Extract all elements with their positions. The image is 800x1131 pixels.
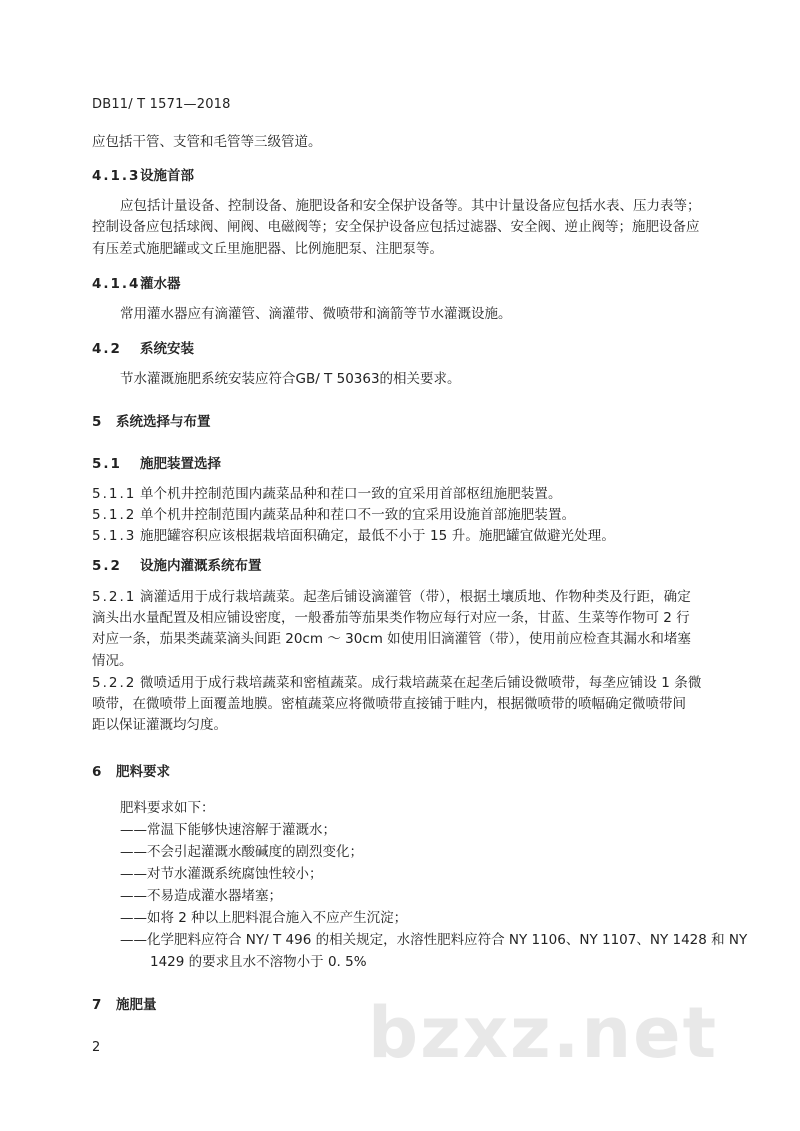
clause-number: 5.1.3 xyxy=(92,528,137,544)
paragraph-line: 滴头出水量配置及相应铺设密度，一般番茄等茄果类作物应每行对应一条，甘蓝、生菜等作物可 2 行 xyxy=(92,610,690,626)
chapter-title: 施肥量 xyxy=(116,997,157,1013)
list-item: ——对节水灌溉系统腐蚀性较小； xyxy=(120,866,323,882)
clause-number: 5.1.2 xyxy=(92,507,137,523)
list-item: ——不易造成灌水器堵塞； xyxy=(120,888,282,904)
section-title: 灌水器 xyxy=(140,276,181,292)
clause-number: 5.2.1 xyxy=(92,589,137,605)
chapter-title: 系统选择与布置 xyxy=(116,414,211,430)
paragraph-line: 应包括干管、支管和毛管等三级管道。 xyxy=(92,134,322,150)
chapter-number: 6 xyxy=(92,764,104,780)
section-heading-4-2 xyxy=(92,337,194,357)
clause-text: 单个机井控制范围内蔬菜品种和茬口一致的宜采用首部枢纽施肥装置。 xyxy=(140,486,562,502)
section-number: 5.2 xyxy=(92,558,122,574)
section-heading-5-1 xyxy=(92,452,221,472)
section-heading-5-2 xyxy=(92,554,262,574)
section-title: 设施首部 xyxy=(140,168,194,184)
paragraph-line: 对应一条，茄果类蔬菜滴头间距 20cm ～ 30cm 如使用旧滴灌管（带），使用前应检查其漏水和堵塞 xyxy=(92,631,691,647)
paragraph-line: 有压差式施肥罐或文丘里施肥器、比例施肥泵、注肥泵等。 xyxy=(92,241,443,257)
paragraph-line: 喷带，在微喷带上面覆盖地膜。密植蔬菜应将微喷带直接铺于畦内，根据微喷带的喷幅确定微喷带间 xyxy=(92,696,686,712)
chapter-heading-6 xyxy=(92,760,170,780)
section-number: 5.1 xyxy=(92,456,122,472)
clause-5-1-3 xyxy=(92,524,615,544)
section-number: 4.2 xyxy=(92,341,122,357)
clause-number: 5.2.2 xyxy=(92,675,137,691)
chapter-number: 5 xyxy=(92,414,104,430)
list-item: ——常温下能够快速溶解于灌溉水； xyxy=(120,822,336,838)
section-number: 4.1.4 xyxy=(92,276,141,292)
page-number: 2 xyxy=(92,1040,101,1055)
paragraph-line: 应包括计量设备、控制设备、施肥设备和安全保护设备等。其中计量设备应包括水表、压力表等； xyxy=(120,198,701,214)
chapter-number: 7 xyxy=(92,997,104,1013)
paragraph-line: 控制设备应包括球阀、闸阀、电磁阀等；安全保护设备应包括过滤器、安全阀、逆止阀等；施肥设备应 xyxy=(92,219,700,235)
clause-text: 单个机井控制范围内蔬菜品种和茬口不一致的宜采用设施首部施肥装置。 xyxy=(140,507,576,523)
section-heading-4-1-3 xyxy=(92,164,194,184)
clause-5-2-2 xyxy=(92,671,701,691)
standard-code-header: DB11/ T 1571—2018 xyxy=(92,97,231,112)
section-title: 设施内灌溉系统布置 xyxy=(140,558,262,574)
paragraph-line: 情况。 xyxy=(92,653,133,669)
watermark: bzxz.net xyxy=(368,992,719,1074)
list-item-continuation: 1429 的要求且水不溶物小于 0. 5% xyxy=(150,954,367,970)
chapter-title: 肥料要求 xyxy=(116,764,170,780)
paragraph-line: 常用灌水器应有滴灌管、滴灌带、微喷带和滴箭等节水灌溉设施。 xyxy=(120,306,512,322)
list-item: ——如将 2 种以上肥料混合施入不应产生沉淀； xyxy=(120,910,408,926)
clause-number: 5.1.1 xyxy=(92,486,137,502)
section-heading-4-1-4 xyxy=(92,272,181,292)
section-title: 施肥装置选择 xyxy=(140,456,221,472)
clause-5-1-2 xyxy=(92,503,575,523)
clause-text: 滴灌适用于成行栽培蔬菜。起垄后铺设滴灌管（带），根据土壤质地、作物种类及行距，确定 xyxy=(140,589,691,605)
paragraph-line: 节水灌溉施肥系统安装应符合GB/ T 50363的相关要求。 xyxy=(120,371,461,387)
paragraph-line: 距以保证灌溉均匀度。 xyxy=(92,717,227,733)
section-title: 系统安装 xyxy=(140,341,194,357)
clause-text: 施肥罐容积应该根据栽培面积确定，最低不小于 15 升。施肥罐宜做避光处理。 xyxy=(140,528,615,544)
list-item: ——化学肥料应符合 NY/ T 496 的相关规定，水溶性肥料应符合 NY 1106、NY 1107、NY 1428 和 NY xyxy=(120,932,748,948)
chapter-heading-7 xyxy=(92,993,157,1013)
list-intro: 肥料要求如下： xyxy=(120,800,215,816)
clause-5-2-1 xyxy=(92,585,691,605)
clause-5-1-1 xyxy=(92,482,562,502)
list-item: ——不会引起灌溉水酸碱度的剧烈变化； xyxy=(120,844,363,860)
chapter-heading-5 xyxy=(92,410,211,430)
clause-text: 微喷适用于成行栽培蔬菜和密植蔬菜。成行栽培蔬菜在起垄后铺设微喷带，每垄应铺设 1 条微 xyxy=(140,675,702,691)
section-number: 4.1.3 xyxy=(92,168,141,184)
